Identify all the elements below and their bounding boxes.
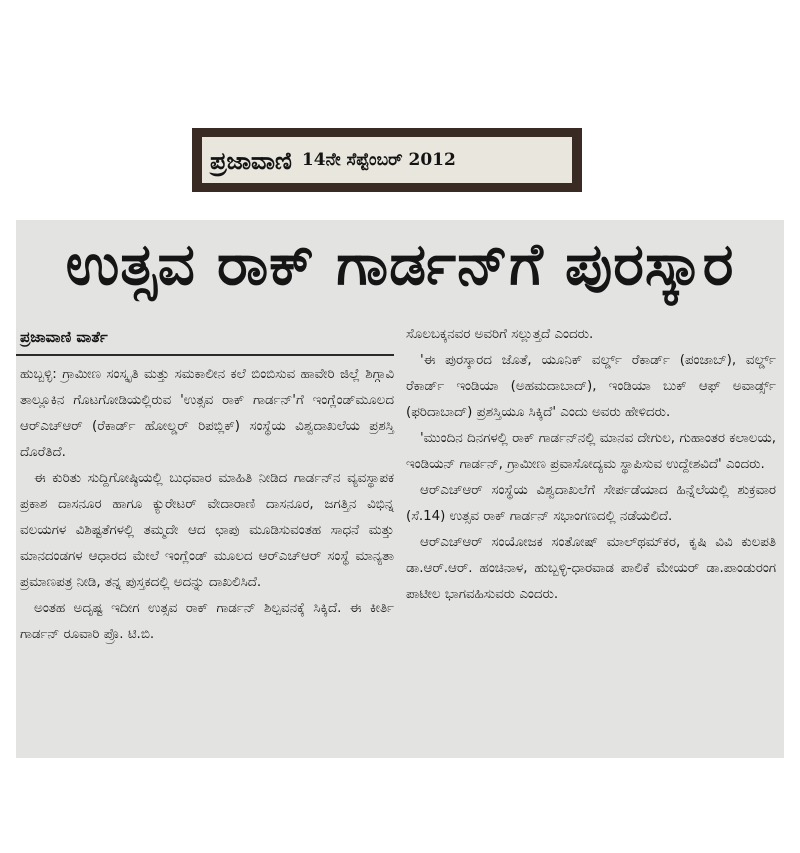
news-clipping — [16, 220, 784, 758]
newspaper-name: ಪ್ರಜಾವಾಣಿ — [210, 145, 292, 175]
article-paragraph: 'ಈ ಪುರಸ್ಕಾರದ ಜೊತೆ, ಯೂನಿಕ್ ವರ್ಲ್ಡ್ ರೆಕಾರ್ಡ್ (ಪಂಜಾಬ್), ವರ್ಲ್ಡ್ ರೆಕಾರ್ಡ್ ಇಂಡಿಯಾ (ಅಹಮದಾಬಾದ್), ಇಂಡಿಯಾ ಬುಕ್ ಆಫ್ ಅವಾರ್ಡ್ಸ್ (ಫರಿದಾಬಾದ್) ಪ್ರಶಸ್ತಿಯೂ ಸಿಕ್ಕಿದೆ' ಎಂದು ಅವರು ಹೇಳಿದರು. — [406, 353, 776, 420]
byline-divider — [16, 354, 394, 356]
publication-date: 14ನೇ ಸೆಪ್ಟೆಂಬರ್ 2012 — [301, 150, 456, 170]
article-byline: ಪ್ರಜಾವಾಣಿ ವಾರ್ತೆ — [20, 328, 108, 346]
article-column-left — [20, 362, 394, 648]
article-paragraph: ಸೊಲಬಕ್ಕನವರ ಅವರಿಗೆ ಸಲ್ಲುತ್ತದೆ ಎಂದರು. — [406, 327, 594, 342]
newspaper-masthead — [192, 128, 582, 192]
masthead-panel — [202, 137, 572, 183]
article-headline: ಉತ್ಸವ ರಾಕ್ ಗಾರ್ಡನ್‌ಗೆ ಪುರಸ್ಕಾರ — [65, 230, 735, 298]
article-paragraph: ಆರ್‌ಎಚ್‌ಆರ್ ಸಂಯೋಜಕ ಸಂತೋಷ್ ಮಾಲ್‌ಥಮ್‌ಕರ, ಕೃಷಿ ವಿವಿ ಕುಲಪತಿ ಡಾ.ಆರ್.ಆರ್. ಹಂಚಿನಾಳ, ಹುಬ್ಬಳ್ಳಿ-ಧಾರವಾಡ ಪಾಲಿಕೆ ಮೇಯರ್ ಡಾ.ಪಾಂಡುರಂಗ ಪಾಟೀಲ ಭಾಗವಹಿಸುವರು ಎಂದರು. — [406, 535, 776, 602]
article-paragraph: ಆರ್‌ಎಚ್‌ಆರ್ ಸಂಸ್ಥೆಯ ವಿಶ್ವದಾಖಲೆಗೆ ಸೇರ್ಪಡೆಯಾದ ಹಿನ್ನೆಲೆಯಲ್ಲಿ ಶುಕ್ರವಾರ (ಸೆ.14) ಉತ್ಸವ ರಾಕ್ ಗಾರ್ಡನ್ ಸಭಾಂಗಣದಲ್ಲಿ ನಡೆಯಲಿದೆ. — [406, 483, 776, 524]
article-paragraph: ಅಂತಹ ಅದೃಷ್ಟ ಇದೀಗ ಉತ್ಸವ ರಾಕ್ ಗಾರ್ಡನ್ ಶಿಲ್ಪವನಕ್ಕೆ ಸಿಕ್ಕಿದೆ. ಈ ಕೀರ್ತಿ ಗಾರ್ಡನ್ ರೂವಾರಿ ಪ್ರೊ. ಟಿ.ಬಿ. — [20, 601, 394, 642]
article-paragraph: ಹುಬ್ಬಳ್ಳಿ: ಗ್ರಾಮೀಣ ಸಂಸ್ಕೃತಿ ಮತ್ತು ಸಮಕಾಲೀನ ಕಲೆ ಬಿಂಬಿಸುವ ಹಾವೇರಿ ಜಿಲ್ಲೆ ಶಿಗ್ಗಾವಿ ತಾಲ್ಲೂಕಿನ ಗೊಟಗೋಡಿಯಲ್ಲಿರುವ 'ಉತ್ಸವ ರಾಕ್ ಗಾರ್ಡನ್'ಗೆ ಇಂಗ್ಲೆಂಡ್‌ಮೂಲದ ಆರ್‌ಎಚ್‌ಆರ್ (ರೆಕಾರ್ಡ್ ಹೋಲ್ಡರ್ ರಿಪಬ್ಲಿಕ್) ಸಂಸ್ಥೆಯ ವಿಶ್ವದಾಖಲೆಯ ಪ್ರಶಸ್ತಿ ದೊರೆತಿದೆ. — [20, 367, 394, 460]
article-paragraph: ಈ ಕುರಿತು ಸುದ್ದಿಗೋಷ್ಠಿಯಲ್ಲಿ ಬುಧವಾರ ಮಾಹಿತಿ ನೀಡಿದ ಗಾರ್ಡನ್‌ನ ವ್ಯವಸ್ಥಾಪಕ ಪ್ರಕಾಶ ದಾಸನೂರ ಹಾಗೂ ಕ್ಯುರೇಟರ್ ವೇದಾರಾಣಿ ದಾಸನೂರ, ಜಗತ್ತಿನ ವಿಭಿನ್ನ ವಲಯಗಳ ವಿಶಿಷ್ಟತೆಗಳಲ್ಲಿ ತಮ್ಮದೇ ಆದ ಛಾಪು ಮೂಡಿಸುವಂತಹ ಸಾಧನೆ ಮತ್ತು ಮಾನದಂಡಗಳ ಆಧಾರದ ಮೇಲೆ ಇಂಗ್ಲೆಂಡ್ ಮೂಲದ ಆರ್‌ಎಚ್‌ಆರ್ ಸಂಸ್ಥೆ ಮಾನ್ಯತಾ ಪ್ರಮಾಣಪತ್ರ ನೀಡಿ, ತನ್ನ ಪುಸ್ತಕದಲ್ಲಿ ಅದನ್ನು ದಾಖಲಿಸಿದೆ. — [20, 471, 394, 590]
article-column-right — [406, 322, 776, 608]
article-paragraph: 'ಮುಂದಿನ ದಿನಗಳಲ್ಲಿ ರಾಕ್ ಗಾರ್ಡನ್‌ನಲ್ಲಿ ಮಾನವ ದೇಗುಲ, ಗುಹಾಂತರ ಕಲಾಲಯ, ಇಂಡಿಯನ್ ಗಾರ್ಡನ್, ಗ್ರಾಮೀಣ ಪ್ರವಾಸೋದ್ಯಮ ಸ್ಥಾಪಿಸುವ ಉದ್ದೇಶವಿದೆ' ಎಂದರು. — [406, 431, 776, 472]
